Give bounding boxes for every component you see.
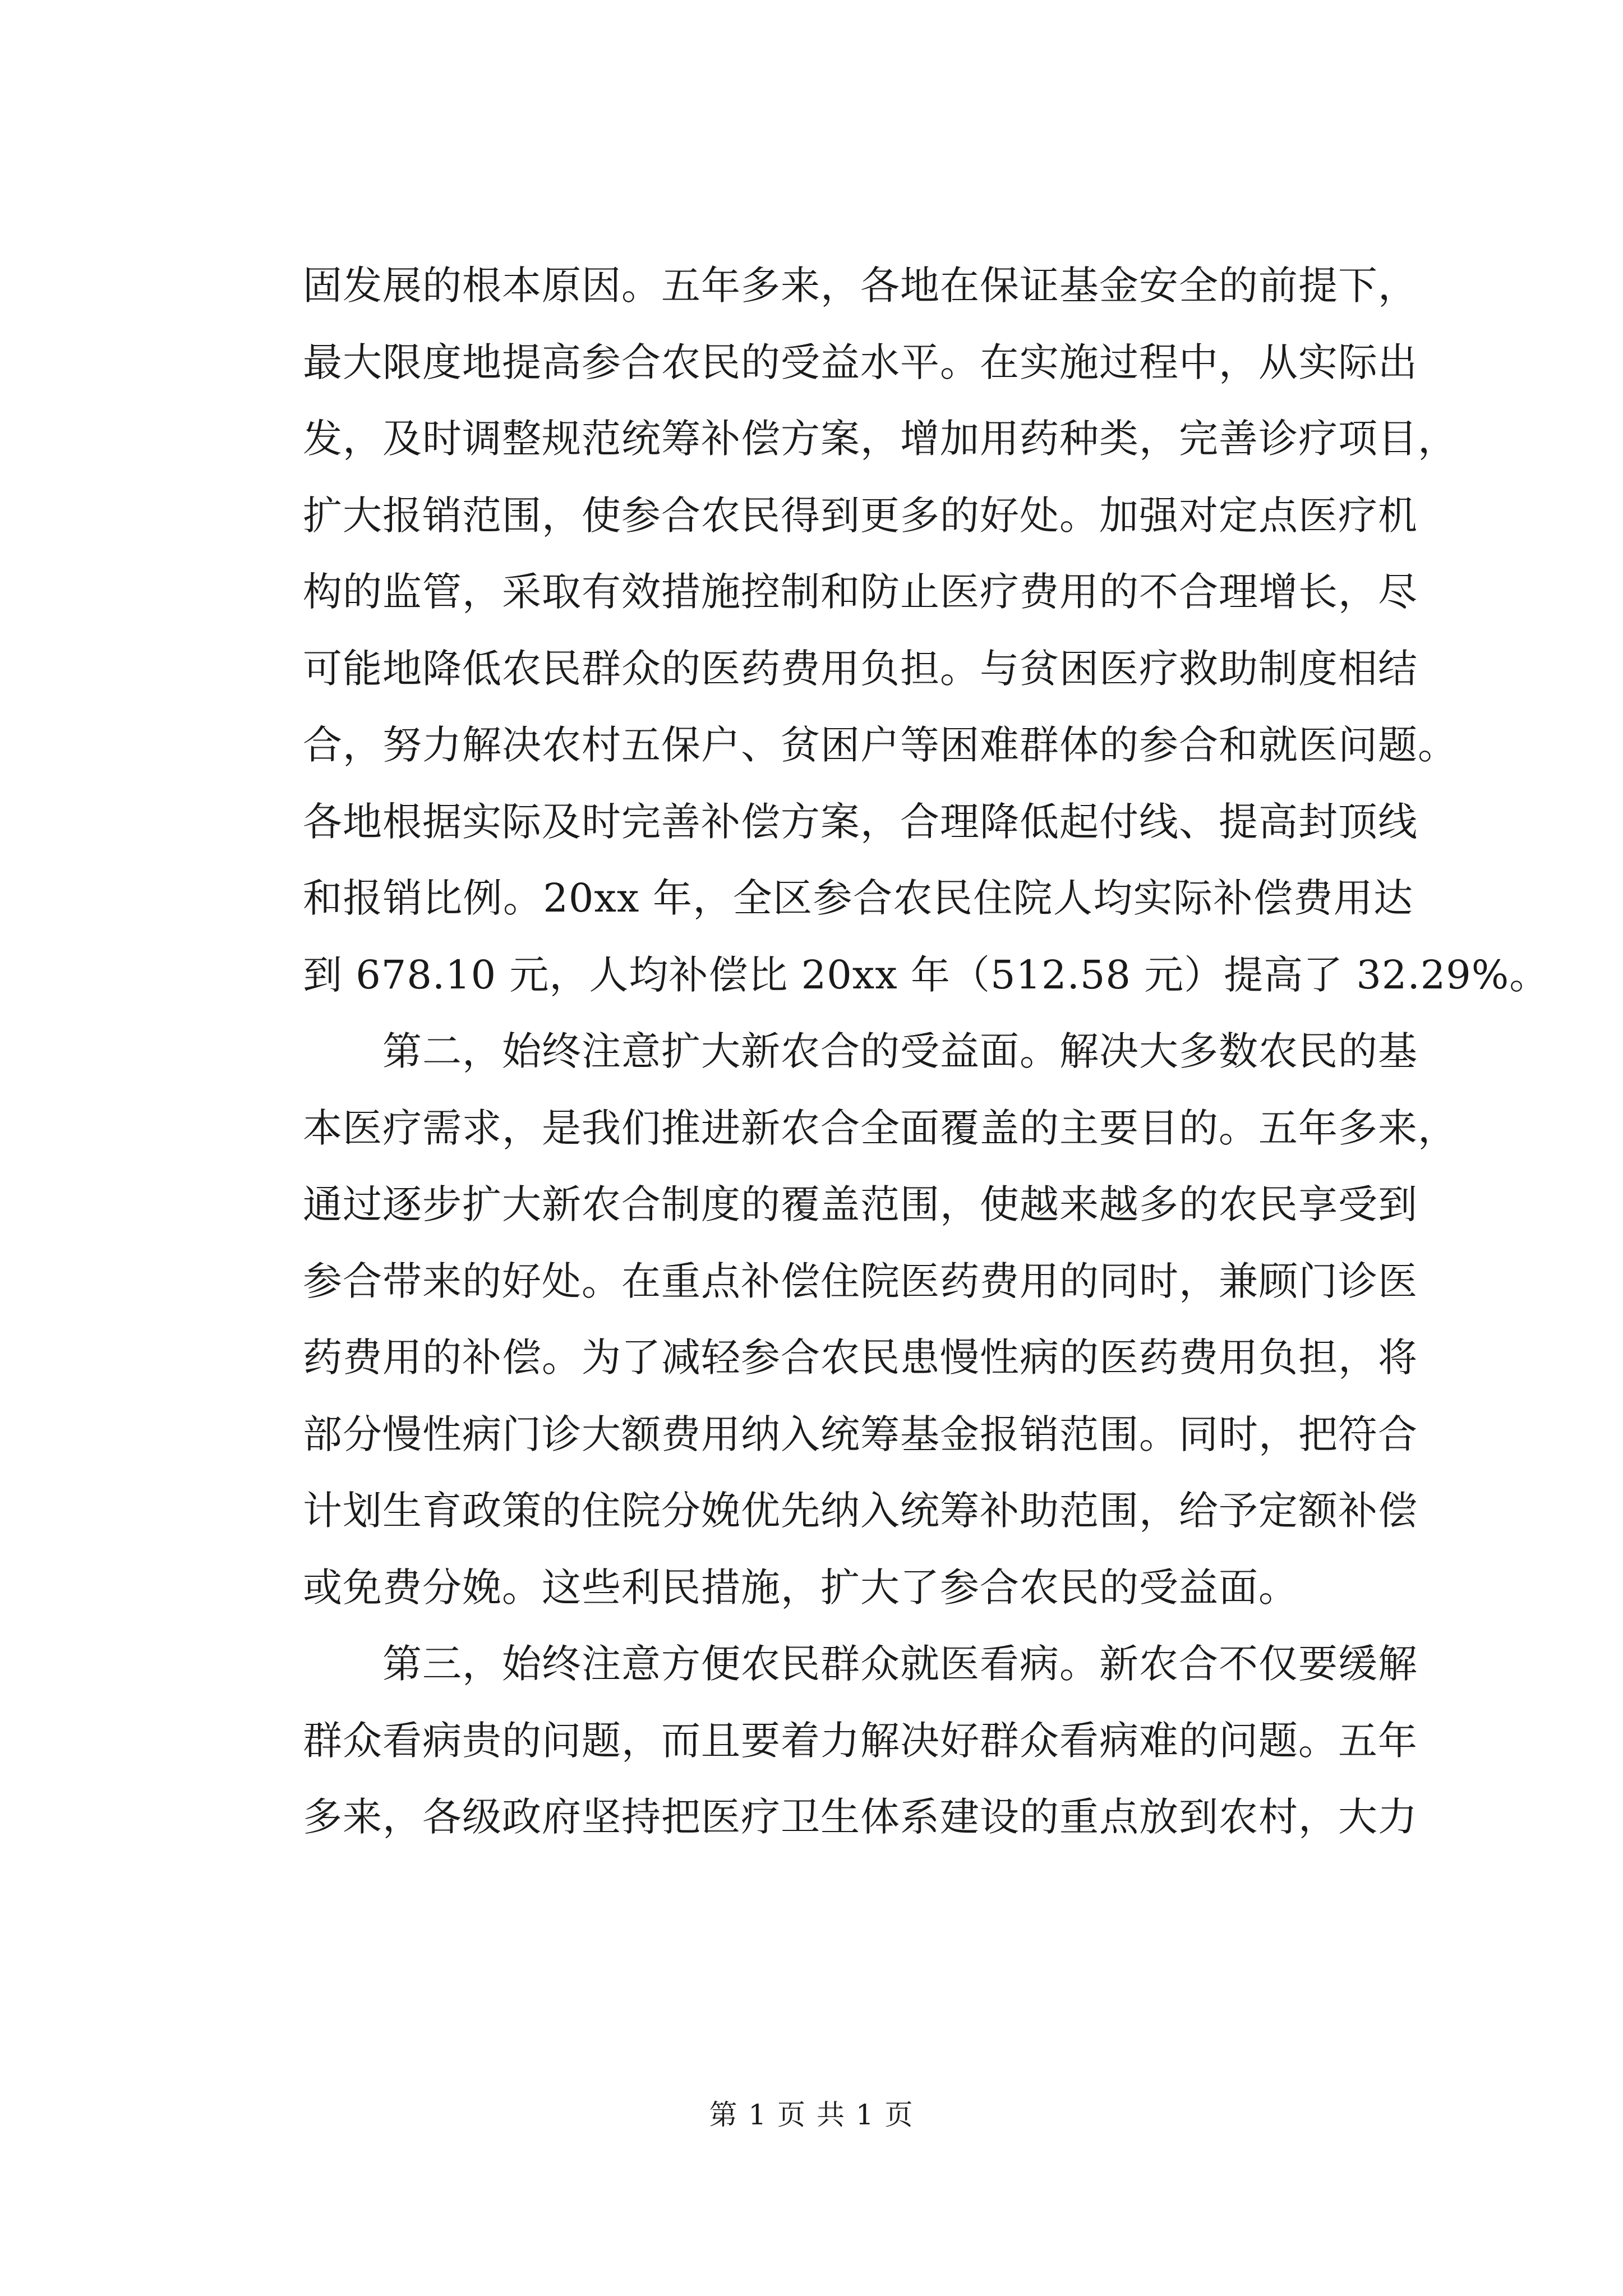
text-line: 发，及时调整规范统筹补偿方案，增加用药种类，完善诊疗项目， — [303, 416, 1458, 462]
text-line: 药费用的补偿。为了减轻参合农民患慢性病的医药费用负担，将 — [303, 1335, 1418, 1381]
text-line: 参合带来的好处。在重点补偿住院医药费用的同时，兼顾门诊医 — [303, 1258, 1418, 1304]
text-line: 计划生育政策的住院分娩优先纳入统筹补助范围，给予定额补偿 — [303, 1488, 1418, 1534]
body-text — [303, 247, 1550, 1856]
text-line: 部分慢性病门诊大额费用纳入统筹基金报销范围。同时，把符合 — [303, 1411, 1418, 1457]
text-line: 通过逐步扩大新农合制度的覆盖范围，使越来越多的农民享受到 — [303, 1181, 1418, 1227]
text-line: 可能地降低农民群众的医药费用负担。与贫困医疗救助制度相结 — [303, 645, 1418, 692]
text-line: 群众看病贵的问题，而且要着力解决好群众看病难的问题。五年 — [303, 1717, 1418, 1764]
text-line: 本医疗需求，是我们推进新农合全面覆盖的主要目的。五年多来， — [303, 1105, 1458, 1151]
text-line: 合，努力解决农村五保户、贫困户等困难群体的参合和就医问题。 — [303, 722, 1458, 768]
text-line: 最大限度地提高参合农民的受益水平。在实施过程中，从实际出 — [303, 339, 1418, 385]
text-line: 固发展的根本原因。五年多来，各地在保证基金安全的前提下， — [303, 263, 1418, 309]
text-line: 第三，始终注意方便农民群众就医看病。新农合不仅要缓解 — [303, 1641, 1418, 1687]
text-line: 各地根据实际及时完善补偿方案，合理降低起付线、提高封顶线 — [303, 798, 1418, 845]
text-line: 构的监管，采取有效措施控制和防止医疗费用的不合理增长，尽 — [303, 569, 1418, 615]
page-footer: 第 1 页 共 1 页 — [709, 2099, 914, 2131]
text-line: 或免费分娩。这些利民措施，扩大了参合农民的受益面。 — [303, 1564, 1298, 1611]
text-line: 第二，始终注意扩大新农合的受益面。解决大多数农民的基 — [303, 1028, 1418, 1074]
text-line: 扩大报销范围，使参合农民得到更多的好处。加强对定点医疗机 — [303, 492, 1418, 539]
text-line: 到 678.10 元，人均补偿比 20xx 年（512.58 元）提高了 32.29%。 — [303, 951, 1550, 998]
text-line: 多来，各级政府坚持把医疗卫生体系建设的重点放到农村，大力 — [303, 1794, 1418, 1840]
text-line: 和报销比例。20xx 年，全区参合农民住院人均实际补偿费用达 — [303, 875, 1413, 921]
